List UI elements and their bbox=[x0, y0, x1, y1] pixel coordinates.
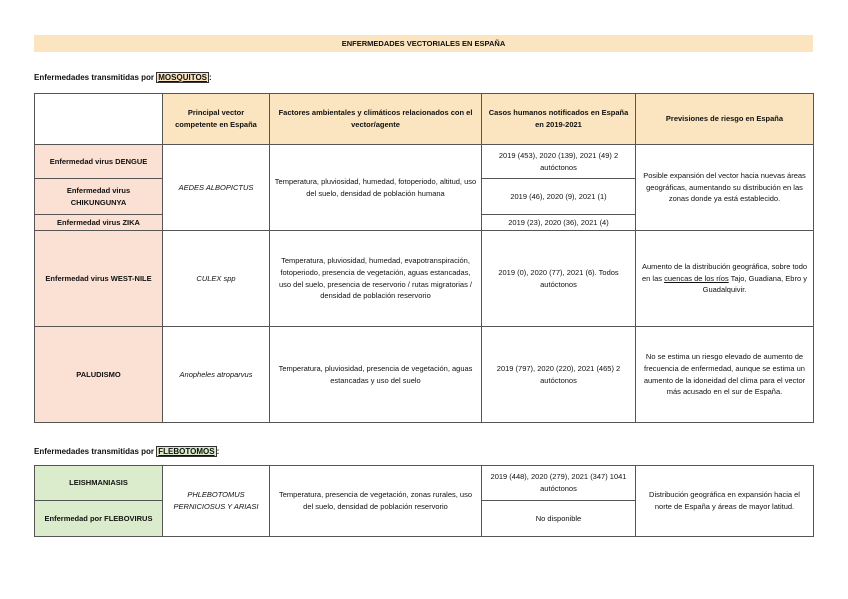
header-vector: Principal vector competente en España bbox=[163, 94, 270, 145]
factors-culex: Temperatura, pluviosidad, humedad, evapotranspiración, fotoperiodo, presencia de vegetación, aguas estancadas, uso del suelo, presencia de reservorio / rutas migratorias / densidad de población reservorio bbox=[270, 231, 482, 327]
forecast-text-end: Tajo, Guadiana, Ebro y Guadalquivir. bbox=[702, 273, 807, 295]
disease-dengue: Enfermedad virus DENGUE bbox=[35, 145, 163, 179]
empty-header-cell bbox=[35, 94, 163, 145]
factors-aedes: Temperatura, pluviosidad, humedad, fotoperiodo, altitud, uso del suelo, densidad de población humana bbox=[270, 145, 482, 231]
flebotomos-highlight: FLEBOTOMOS bbox=[158, 447, 215, 456]
cases-chikungunya: 2019 (46), 2020 (9), 2021 (1) bbox=[482, 179, 636, 215]
section-suffix: : bbox=[209, 73, 212, 82]
cases-leishmaniasis: 2019 (448), 2020 (279), 2021 (347) 1041 autóctonos bbox=[482, 466, 636, 501]
cases-dengue: 2019 (453), 2020 (139), 2021 (49) 2 autóctonos bbox=[482, 145, 636, 179]
cases-west-nile: 2019 (0), 2020 (77), 2021 (6). Todos autóctonos bbox=[482, 231, 636, 327]
forecast-aedes: Posible expansión del vector hacia nuevas áreas geográficas, aumentando su distribución en las zonas donde ya está establecido. bbox=[636, 145, 814, 231]
vector-phlebotomus: PHLEBOTOMUS PERNICIOSUS Y ARIASI bbox=[163, 466, 270, 537]
vector-culex: CULEX spp bbox=[163, 231, 270, 327]
cases-zika: 2019 (23), 2020 (36), 2021 (4) bbox=[482, 215, 636, 231]
header-factors: Factores ambientales y climáticos relacionados con el vector/agente bbox=[270, 94, 482, 145]
mosquitos-highlight: MOSQUITOS bbox=[158, 73, 208, 82]
disease-west-nile: Enfermedad virus WEST-NILE bbox=[35, 231, 163, 327]
vector-aedes: AEDES ALBOPICTUS bbox=[163, 145, 270, 231]
factors-anopheles: Temperatura, pluviosidad, presencia de vegetación, aguas estancadas y uso del suelo bbox=[270, 327, 482, 423]
section-prefix: Enfermedades transmitidas por bbox=[34, 447, 157, 456]
disease-paludismo: PALUDISMO bbox=[35, 327, 163, 423]
header-cases: Casos humanos notificados en España en 2019-2021 bbox=[482, 94, 636, 145]
factors-phlebotomus: Temperatura, presencia de vegetación, zonas rurales, uso del suelo, densidad de población reservorio bbox=[270, 466, 482, 537]
cases-flebovirus: No disponible bbox=[482, 501, 636, 537]
cases-paludismo: 2019 (797), 2020 (220), 2021 (465) 2 autóctonos bbox=[482, 327, 636, 423]
disease-leishmaniasis: LEISHMANIASIS bbox=[35, 466, 163, 501]
section-mosquitos-heading bbox=[34, 73, 212, 82]
disease-zika: Enfermedad virus ZIKA bbox=[35, 215, 163, 231]
page-title: ENFERMEDADES VECTORIALES EN ESPAÑA bbox=[34, 35, 813, 52]
vector-anopheles: Anopheles atroparvus bbox=[163, 327, 270, 423]
section-suffix: : bbox=[216, 447, 220, 456]
forecast-west-nile bbox=[636, 231, 814, 327]
forecast-underlined: cuencas de los ríos bbox=[664, 273, 729, 283]
section-prefix: Enfermedades transmitidas por bbox=[34, 73, 157, 82]
forecast-paludismo: No se estima un riesgo elevado de aumento de frecuencia de enfermedad, aunque se estima un aumento de la idoneidad del clima para el vector más acusado en el sur de España. bbox=[636, 327, 814, 423]
disease-flebovirus: Enfermedad por FLEBOVIRUS bbox=[35, 501, 163, 537]
flebotomos-table bbox=[34, 465, 814, 537]
header-forecast: Previsiones de riesgo en España bbox=[636, 94, 814, 145]
disease-chikungunya: Enfermedad virus CHIKUNGUNYA bbox=[35, 179, 163, 215]
forecast-phlebotomus: Distribución geográfica en expansión hacia el norte de España y áreas de mayor latitud. bbox=[636, 466, 814, 537]
forecast-text: Aumento de la distribución geográfica, sobre todo en las bbox=[641, 262, 808, 283]
mosquitos-table bbox=[34, 93, 814, 423]
section-flebotomos-heading bbox=[34, 447, 219, 456]
